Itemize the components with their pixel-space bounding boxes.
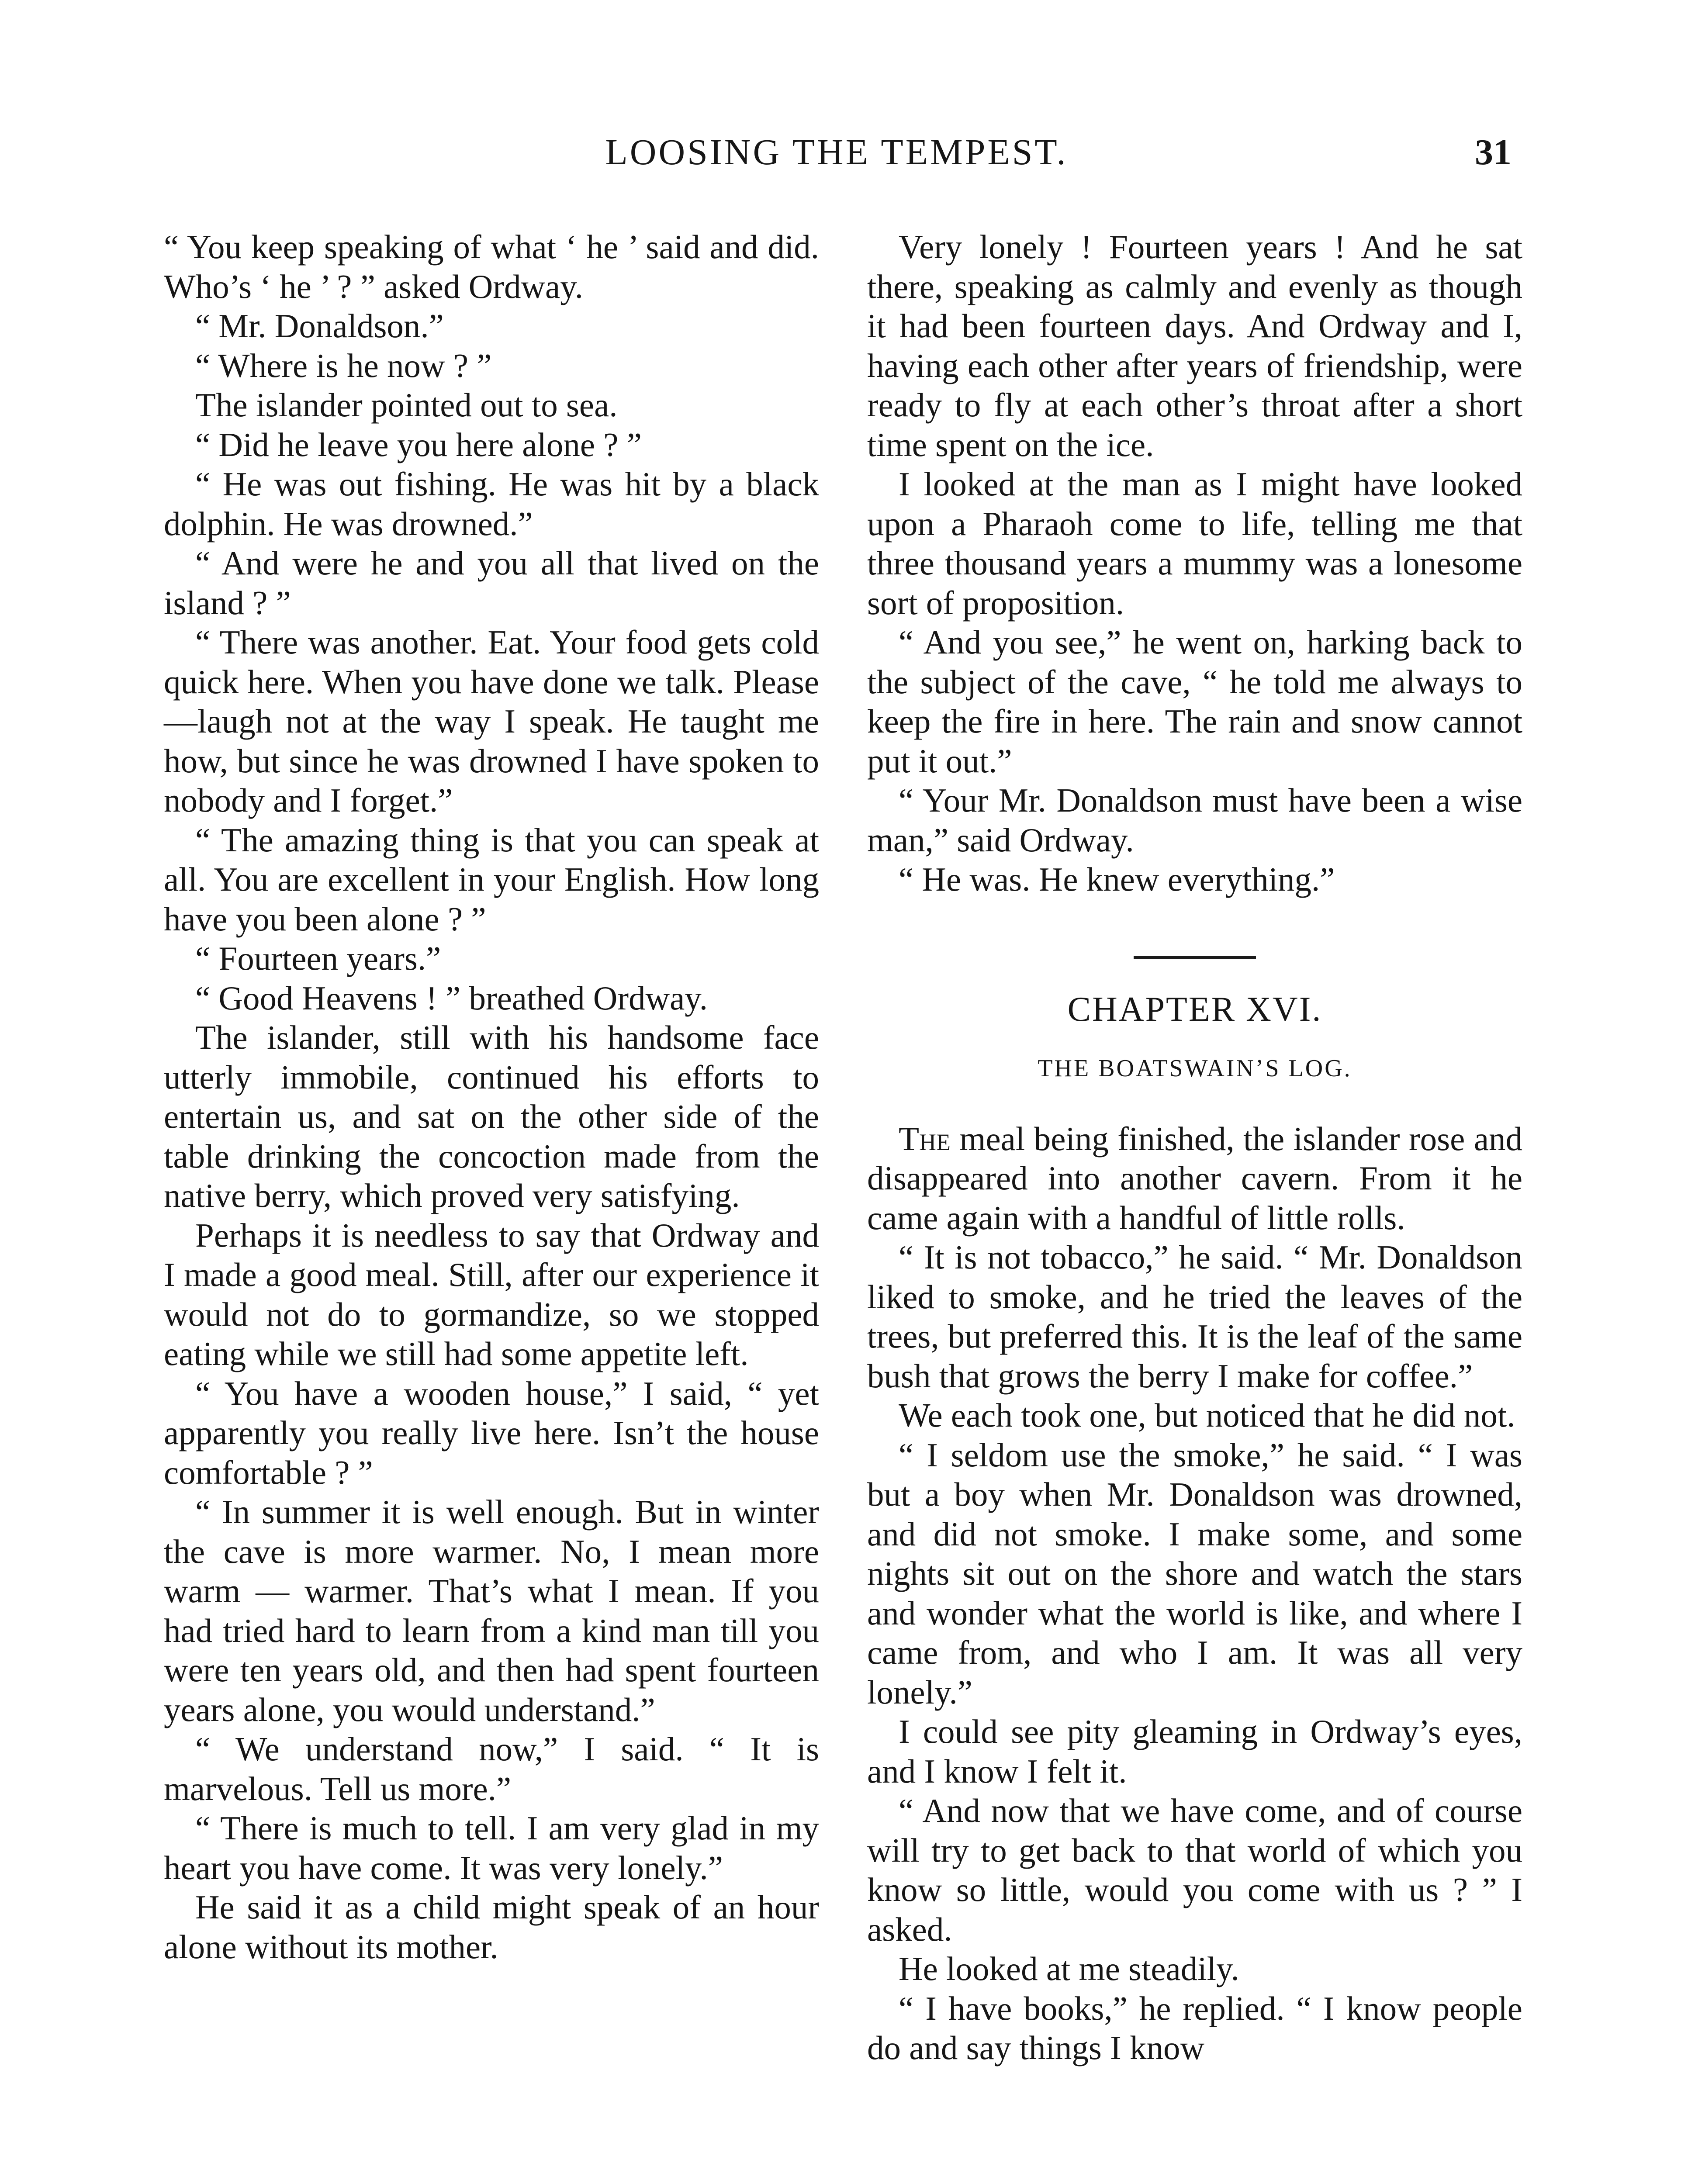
paragraph: “ I seldom use the smoke,” he said. “ I was but a boy when Mr. Donaldson was drowned, and did not smoke. I make some, and some nights sit out on the shore and watch the stars and wonder what the world is like, and where I came from, and who I am. It was all very lonely.” xyxy=(867,1436,1522,1711)
paragraph: Very lonely ! Fourteen years ! And he sat there, speaking as calmly and evenly as though it had been fourteen days. And Ordway and I, having each other after years of friendship, were ready to fly at each other’s throat after a short time spent on the ice. xyxy=(867,228,1522,463)
paragraph: “ Where is he now ? ” xyxy=(195,346,492,384)
paragraph: “ And you see,” he went on, harking back to the subject of the cave, “ he told me always to keep the fire in here. The rain and snow cannot put it out.” xyxy=(867,623,1522,780)
paragraph: Perhaps it is needless to say that Ordway and I made a good meal. Still, after our experience it would not do to gormandize, so we stopped eating while we still had some appetite left. xyxy=(164,1216,819,1372)
paragraph: The islander pointed out to sea. xyxy=(195,386,618,424)
page-number: 31 xyxy=(1475,132,1512,173)
paragraph: I could see pity gleaming in Ordway’s eyes, and I know I felt it. xyxy=(867,1713,1522,1790)
paragraph: I looked at the man as I might have looked upon a Pharaoh come to life, telling me that three thousand years a mummy was a lonesome sort of proposition. xyxy=(867,465,1522,622)
paragraph: “ The amazing thing is that you can speak at all. You are excellent in your English. How long have you been alone ? ” xyxy=(164,821,819,938)
running-head: LOOSING THE TEMPEST. xyxy=(605,132,1068,173)
page-header xyxy=(162,131,1512,183)
paragraph: “ Good Heavens ! ” breathed Ordway. xyxy=(195,979,708,1017)
chapter-first-paragraph xyxy=(867,1119,1522,1238)
paragraph: “ There is much to tell. I am very glad in my heart you have come. It was very lonely.” xyxy=(164,1809,819,1887)
right-column xyxy=(867,227,1522,2068)
paragraph: “ He was. He knew everything.” xyxy=(899,860,1335,898)
paragraph: “ And were he and you all that lived on the island ? ” xyxy=(164,544,819,622)
paragraph: “ I have books,” he replied. “ I know people do and say things I know xyxy=(867,1989,1522,2067)
paragraph: “ There was another. Eat. Your food gets cold quick here. When you have done we talk. Please—laugh not at the way I speak. He taught me how, but since he was drowned I have spoken to nobody and I forget.” xyxy=(164,623,819,819)
paragraph: “ Your Mr. Donaldson must have been a wise man,” said Ordway. xyxy=(867,781,1522,859)
paragraph: He said it as a child might speak of an hour alone without its mother. xyxy=(164,1888,819,1966)
paragraph: “ Fourteen years.” xyxy=(195,940,441,977)
paragraph: “ You have a wooden house,” I said, “ yet apparently you really live here. Isn’t the house comfortable ? ” xyxy=(164,1374,819,1491)
first-paragraph-text: meal being finished, the islander rose and disappeared into another cavern. From it he came again with a handful of little rolls. xyxy=(867,1120,1522,1237)
paragraph: He looked at me steadily. xyxy=(899,1950,1239,1987)
paragraph: “ It is not tobacco,” he said. “ Mr. Donaldson liked to smoke, and he tried the leaves of the trees, but preferred this. It is the leaf of the same bush that grows the berry I make for coffee.” xyxy=(867,1238,1522,1395)
paragraph: “ Did he leave you here alone ? ” xyxy=(195,425,642,463)
paragraph: “ And now that we have come, and of course will try to get back to that world of which you know so little, would you come with us ? ” I asked. xyxy=(867,1792,1522,1948)
chapter-subtitle: THE BOATSWAIN’S LOG. xyxy=(1038,1055,1352,1082)
paragraph: “ We understand now,” I said. “ It is marvelous. Tell us more.” xyxy=(164,1730,819,1807)
chapter-title: CHAPTER XVI. xyxy=(1067,990,1322,1029)
paragraph: We each took one, but noticed that he did not. xyxy=(899,1396,1515,1434)
paragraph: “ In summer it is well enough. But in winter the cave is more warmer. No, I mean more warm — warmer. That’s what I mean. If you had tried hard to learn from a kind man till you were ten years old, and then had spent fourteen years alone, you would understand.” xyxy=(164,1493,819,1728)
drop-cap-word: The xyxy=(899,1120,951,1158)
paragraph: “ You keep speaking of what ‘ he ’ said and did. Who’s ‘ he ’ ? ” asked Ordway. xyxy=(164,228,819,305)
paragraph: The islander, still with his handsome face utterly immobile, continued his efforts to entertain us, and sat on the other side of the table drinking the concoction made from the native berry, which proved very satisfying. xyxy=(164,1019,819,1214)
paragraph: “ He was out fishing. He was hit by a black dolphin. He was drowned.” xyxy=(164,465,819,543)
left-column xyxy=(164,227,819,1966)
section-divider xyxy=(1134,956,1256,959)
paragraph: “ Mr. Donaldson.” xyxy=(195,307,444,345)
